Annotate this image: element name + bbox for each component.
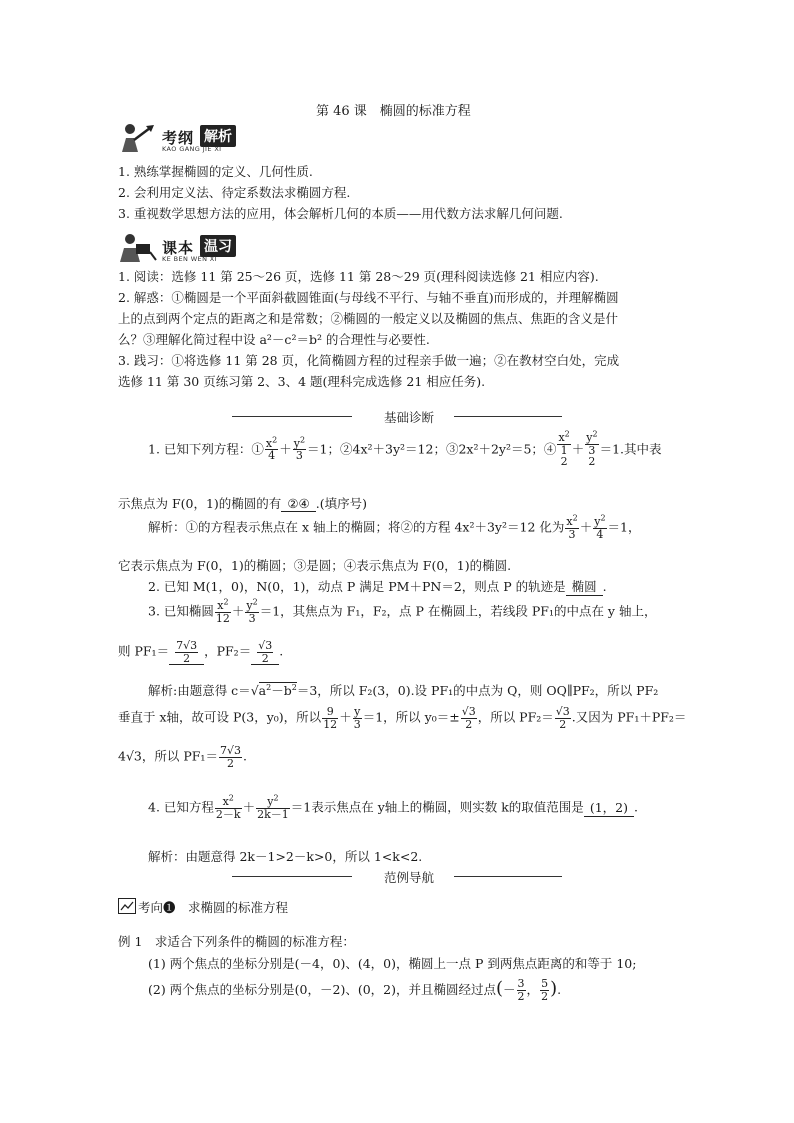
q1-text: 1. 已知下列方程：① <box>148 441 264 457</box>
divider-title: 范例导航 <box>384 870 435 885</box>
sqrt-expr: $√a^2-b^2$ <box>250 682 297 698</box>
q4-text: 4. 已知方程 <box>148 799 214 815</box>
answer-num: √3 <box>258 639 273 652</box>
q1-text: 示焦点为 F(0，1)的椭圆的有 <box>118 496 282 511</box>
fraction: $\frac{√3}{2}$ <box>461 705 476 731</box>
outline-banner-badge: 解析 <box>200 125 236 147</box>
q1-text: .(填序号) <box>315 496 367 511</box>
fraction: $\frac{y^2}{2k-1}$ <box>257 793 289 821</box>
q3-text: 3. 已知椭圆 <box>148 603 214 619</box>
fraction: $\frac{x^2}{2-k}$ <box>215 793 241 821</box>
review-item: 么？③理解化简过程中设 a²－c²＝b² 的合理性与必要性. <box>118 332 430 347</box>
review-item: 2. 解惑：①椭圆是一个平面斜截圆锥面(与母线不平行、与轴不垂直)而形成的，并理解椭圆 <box>118 290 619 305</box>
solution-1: 解析：①的方程表示焦点在 x 轴上的椭圆；将②的方程 4x²＋3y²＝12 化为 $\frac{x^2}{3}$ ＋ $\frac{y^2}{4}$ ＝1， <box>148 513 641 541</box>
sol-text: 4√3，所以 PF₁＝ <box>118 748 218 764</box>
q3-text: 则 PF₁＝ <box>118 643 170 659</box>
review-item: 选修 11 第 30 页练习第 2、3、4 题(理科完成选修 21 相应任务). <box>118 374 486 389</box>
answer-blank: ②④ <box>281 496 315 512</box>
question-3-cont <box>118 640 283 665</box>
example-text: (2) 两个焦点的坐标分别是(0，－2)、(0，2)，并且椭圆经过点 <box>148 982 496 997</box>
sol-text: 解析：①的方程表示焦点在 x 轴上的椭圆；将②的方程 4x²＋3y²＝12 化为 <box>148 519 565 535</box>
review-item: 上的点到两个定点的距离之和是常数；②椭圆的一般定义以及椭圆的焦点、焦距的含义是什 <box>118 311 619 326</box>
section-divider <box>232 868 562 884</box>
trend-arrow-icon <box>118 898 136 914</box>
divider-line <box>232 416 352 417</box>
sol-text: ，所以 PF₂＝ <box>477 709 554 725</box>
q2-text: 2. 已知 M(1，0)，N(0，1)，动点 P 满足 PM＋PN＝2，则点 P 的轨迹是 <box>148 579 566 594</box>
outline-item: 3. 重视数学思想方法的应用，体会解析几何的本质——用代数方法求解几何问题. <box>118 206 563 221</box>
solution-3-end <box>118 745 247 769</box>
question-4: 4. 已知方程 $\frac{x^2}{2-k}$ ＋ $\frac{y^2}{2k-1}$ ＝1表示焦点在 y轴上的椭圆，则实数 k的取值范围是 (1，2) . <box>148 793 638 821</box>
example-part-2: (2) 两个焦点的坐标分别是(0，－2)、(0，2)，并且椭圆经过点(－ $\frac{3}{2}$ ， $\frac{5}{2}$ ). <box>148 977 562 1003</box>
answer-num: 7√3 <box>176 639 198 652</box>
fraction: $\frac{x^2}{12}$ <box>215 597 230 625</box>
fraction: $\frac{√3}{2}$ <box>555 705 570 731</box>
sol-text: 解析:由题意得 c＝ <box>148 683 251 698</box>
student-figure-icon <box>116 120 158 154</box>
divider-line <box>454 876 562 877</box>
sol-text: ＝3，所以 F₂(3，0).设 PF₁的中点为 Q，则 OQ∥PF₂，所以 PF₂ <box>296 683 659 698</box>
answer-blank: (1，2) <box>584 798 634 817</box>
sol-text: . <box>242 748 247 764</box>
divider-line <box>454 416 562 417</box>
review-banner-badge: 温习 <box>200 235 236 257</box>
fraction: $y^2$ 3 2 <box>586 429 598 469</box>
sol-text: .又因为 PF₁＋PF₂＝ <box>571 709 687 725</box>
q4-text: . <box>633 799 638 815</box>
solution-3 <box>148 681 658 699</box>
example-part-1: (1) 两个焦点的坐标分别是(－4，0)、(4，0)，椭圆上一点 P 到两焦点距离的和等于 10; <box>148 956 637 971</box>
q2-text: . <box>602 579 607 594</box>
answer-blank <box>251 640 279 665</box>
q3-text: . <box>279 643 284 659</box>
outline-item: 1. 熟练掌握椭圆的定义、几何性质. <box>118 164 313 179</box>
fraction: $\frac{9}{12}$ <box>323 705 338 731</box>
fraction: $\frac{x^2}{4}$ <box>265 435 278 463</box>
reader-figure-icon <box>116 230 158 264</box>
solution-4: 解析：由题意得 2k－1>2－k>0，所以 1<k<2. <box>148 849 423 864</box>
review-banner-label: 课本 <box>162 239 195 257</box>
page-title: 第 46 课 椭圆的标准方程 <box>316 104 471 119</box>
fraction: $\frac{5}{2}$ <box>541 977 549 1003</box>
outline-banner-label: 考纲 <box>162 129 195 147</box>
answer-blank <box>169 640 204 665</box>
section-divider <box>232 408 562 424</box>
q1-text: ＝1.其中表 <box>599 441 662 457</box>
solution-1-cont: 它表示焦点为 F(0，1)的椭圆；③是圆；④表示焦点为 F(0，1)的椭圆. <box>118 558 512 573</box>
direction-label: 考向❶ 求椭圆的标准方程 <box>138 900 289 915</box>
answer-den: 2 <box>261 651 269 665</box>
question-1: 1. 已知下列方程：① $\frac{x^2}{4}$ ＋ $\frac{y^2}{3}$ ＝1；②4x²＋3y²＝12；③2x²＋2y²＝5；④ $x^2$ 1 2 ＋ $y^2$ 3 2 ＝1.其中表 <box>148 429 662 469</box>
answer-blank: 椭圆 <box>566 577 603 596</box>
sol-text: ＝1，所以 y₀＝± <box>362 709 460 725</box>
outline-banner <box>116 120 376 154</box>
fraction: $\frac{y^2}{3}$ <box>293 435 306 463</box>
solution-3-cont: 垂直于 x轴，故可设 P(3，y₀)，所以 $\frac{9}{12}$ ＋ $\frac{y}{3}$ ＝1，所以 y₀＝± $\frac{√3}{2}$ ，所以 PF₂＝ $\frac{√3}{2}$ .又因为 PF₁＋PF₂＝ <box>118 705 687 731</box>
review-item: 1. 阅读：选修 11 第 25～26 页，选修 11 第 28～29 页(理科阅读选修 21 相应内容). <box>118 269 599 284</box>
answer-den: 2 <box>183 651 191 665</box>
outline-item: 2. 会利用定义法、待定系数法求椭圆方程. <box>118 185 351 200</box>
divider-title: 基础诊断 <box>384 410 435 425</box>
q4-text: ＝1表示焦点在 y轴上的椭圆，则实数 k的取值范围是 <box>290 799 584 815</box>
review-banner-pinyin: KE BEN WEN XI <box>162 255 217 263</box>
question-3: 3. 已知椭圆 $\frac{x^2}{12}$ ＋ $\frac{y^2}{3}$ ＝1，其焦点为 F₁，F₂，点 P 在椭圆上，若线段 PF₁的中点在 y 轴上， <box>148 597 657 625</box>
q1-text: ＝1；②4x²＋3y²＝12；③2x²＋2y²＝5；④ <box>307 441 557 457</box>
sol-text: 垂直于 x轴，故可设 P(3，y₀)，所以 <box>118 709 322 725</box>
fraction: $x^2$ 1 2 <box>558 429 570 469</box>
review-banner <box>116 230 376 264</box>
divider-line <box>232 876 352 877</box>
q3-text: ，PF₂＝ <box>204 643 252 659</box>
outline-banner-pinyin: KAO GANG JIE XI <box>162 145 222 153</box>
fraction: $\frac{y}{3}$ <box>353 705 361 731</box>
fraction: $\frac{3}{2}$ <box>517 977 525 1003</box>
fraction: $\frac{y^2}{4}$ <box>594 513 606 541</box>
sol-text: ＝1， <box>607 519 641 535</box>
question-2 <box>148 577 607 596</box>
example-title: 例 1 求适合下列条件的椭圆的标准方程： <box>118 934 355 949</box>
question-1-cont <box>118 494 367 512</box>
q3-text: ＝1，其焦点为 F₁，F₂，点 P 在椭圆上，若线段 PF₁的中点在 y 轴上， <box>259 603 657 619</box>
fraction: $\frac{y^2}{3}$ <box>246 597 258 625</box>
fraction: $\frac{7√3}{2}$ <box>219 744 241 770</box>
review-item: 3. 践习：①将选修 11 第 28 页，化简椭圆方程的过程亲手做一遍；②在教材空白处，完成 <box>118 353 620 368</box>
fraction: $\frac{x^2}{3}$ <box>566 513 578 541</box>
